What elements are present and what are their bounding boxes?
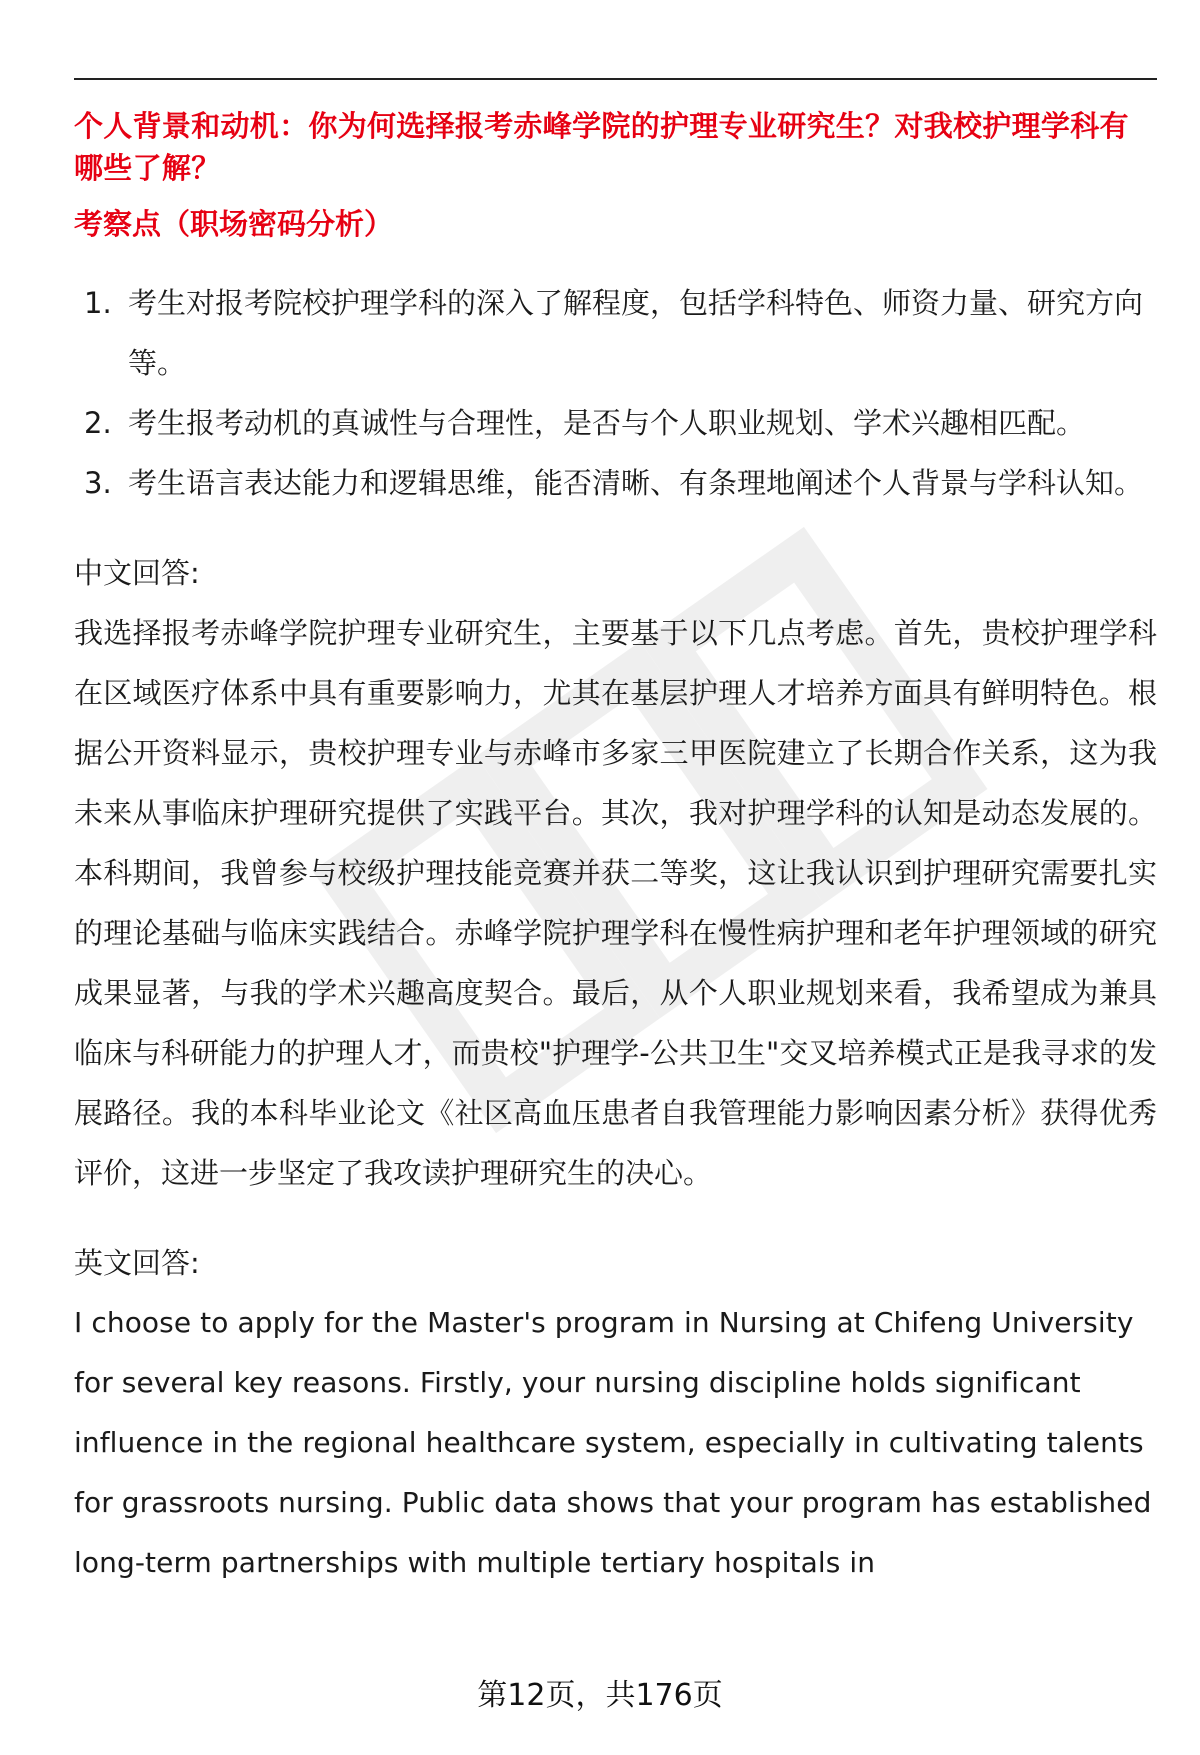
chinese-answer-label: 中文回答: (74, 556, 200, 590)
list-item (74, 393, 1157, 453)
main-content (74, 105, 1157, 1593)
list-item-text: 考生对报考院校护理学科的深入了解程度，包括学科特色、师资力量、研究方向等。 (128, 286, 1144, 380)
list-item-number: 3. (84, 466, 112, 500)
list-item (74, 453, 1157, 513)
list-item-text: 考生报考动机的真诚性与合理性，是否与个人职业规划、学术兴趣相匹配。 (128, 406, 1086, 440)
page-number-footer: 第12页，共176页 (477, 1678, 723, 1713)
chinese-answer-text: 我选择报考赤峰学院护理专业研究生，主要基于以下几点考虑。首先，贵校护理学科在区域医疗体系中具有重要影响力，尤其在基层护理人才培养方面具有鲜明特色。根据公开资料显示，贵校护理专业与赤峰市多家三甲医院建立了长期合作关系，这为我未来从事临床护理研究提供了实践平台。其次，我对护理学科的认知是动态发展的。本科期间，我曾参与校级护理技能竞赛并获二等奖，这让我认识到护理研究需要扎实的理论基础与临床实践结合。赤峰学院护理学科在慢性病护理和老年护理领域的研究成果显著，与我的学术兴趣高度契合。最后，从个人职业规划来看，我希望成为兼具临床与科研能力的护理人才，而贵校"护理学-公共卫生"交叉培养模式正是我寻求的发展路径。我的本科毕业论文《社区高血压患者自我管理能力影响因素分析》获得优秀评价，这进一步坚定了我攻读护理研究生的决心。 (74, 616, 1157, 1190)
header-divider (74, 78, 1157, 80)
english-answer-text: I choose to apply for the Master's program in Nursing at Chifeng University for several key reasons. Firstly, your nursing discipline holds significant influence in the regional healthcare system, especially in cultivating talents for grassroots nursing. Public data shows that your program has established long-term partnerships with multiple tertiary hospitals in (74, 1306, 1152, 1579)
question-heading: 个人背景和动机：你为何选择报考赤峰学院的护理专业研究生？对我校护理学科有哪些了解？ (74, 109, 1129, 185)
assessment-points-list (74, 273, 1157, 513)
list-item (74, 273, 1157, 393)
points-title: 考察点（职场密码分析） (74, 207, 394, 241)
list-item-number: 2. (84, 406, 112, 440)
list-item-text: 考生语言表达能力和逻辑思维，能否清晰、有条理地阐述个人背景与学科认知。 (128, 466, 1144, 500)
list-item-number: 1. (84, 286, 112, 320)
english-answer-label: 英文回答: (74, 1246, 200, 1280)
